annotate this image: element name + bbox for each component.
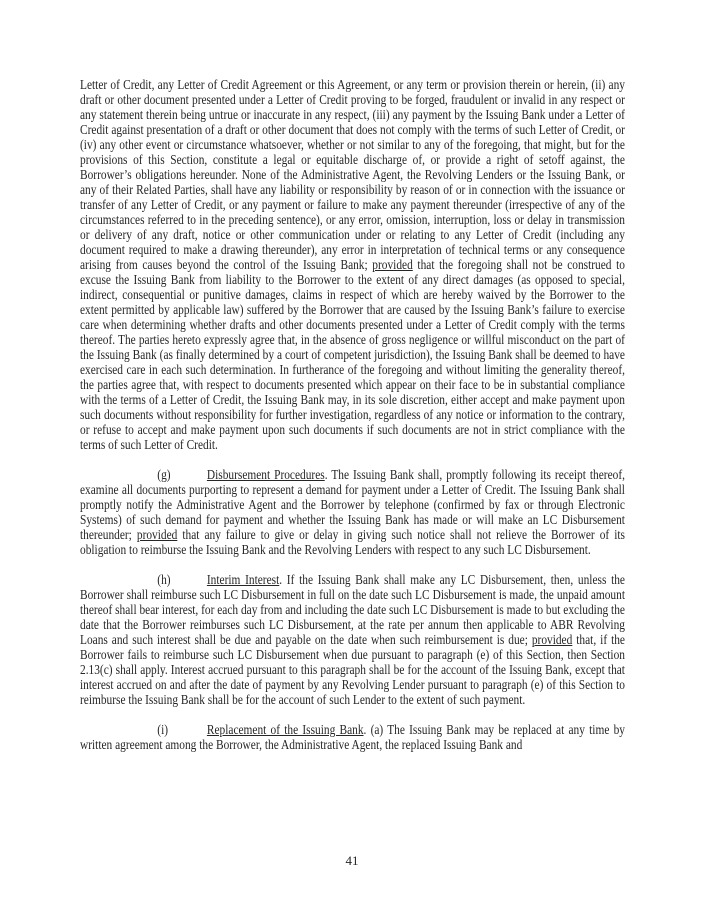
paragraph-text: . If the Issuing Bank shall make any LC Disbursement, then, unless the Borrower shall reimburse such LC Disbursement in full on the date such LC Disbursement is made, the unpaid amount thereof shall bear interest, for each day from and including the date such LC Disbursement is made to but excluding the date that the Borrower reimburses such LC Disbursement, at the rate per annum then applicable to ABR Revolving Loans and such interest shall be due and payable on the date when such reimbursement is due;	[80, 573, 625, 648]
text-block	[80, 78, 625, 753]
paragraph-label: (g)	[157, 468, 171, 483]
underlined-term: provided	[372, 258, 413, 273]
underlined-term: provided	[136, 528, 178, 543]
underlined-term: provided	[531, 633, 573, 648]
paragraph-label: (i)	[157, 723, 169, 738]
continuation-paragraph	[80, 78, 625, 453]
paragraph-text: . (a) The Issuing Bank may be replaced at any time by written agreement among the Borrower, the Administrative Agent, the replaced Issuing Bank and	[80, 723, 625, 753]
underlined-term: Interim Interest	[206, 573, 280, 588]
paragraph-text: that any failure to give or delay in giving such notice shall not relieve the Borrower of its obligation to reimburse the Issuing Bank and the Revolving Lenders with respect to any such LC Disbursement.	[80, 528, 625, 558]
paragraph-text: . The Issuing Bank shall, promptly following its receipt thereof, examine all documents purporting to represent a demand for payment under a Letter of Credit. The Issuing Bank shall promptly notify the Administrative Agent and the Borrower by telephone (confirmed by fax or through Electronic Systems) of such demand for payment and whether the Issuing Bank has made or will make an LC Disbursement thereunder;	[80, 468, 625, 543]
paragraph-text: Letter of Credit, any Letter of Credit Agreement or this Agreement, or any term or provision therein or herein, (ii) any draft or other document presented under a Letter of Credit proving to be forged, fraudulent or invalid in any respect or any statement therein being untrue or inaccurate in any respect, (iii) any payment by the Issuing Bank under a Letter of Credit against presentation of a draft or other document that does not comply with the terms of such Letter of Credit, or (iv) any other event or circumstance whatsoever, whether or not similar to any of the foregoing, that might, but for the provisions of this Section, constitute a legal or equitable discharge of, or provide a right of setoff against, the Borrower’s obligations hereunder. None of the Administrative Agent, the Revolving Lenders or the Issuing Bank, or any of their Related Parties, shall have any liability or responsibility by reason of or in connection with the issuance or transfer of any Letter of Credit, or any payment or failure to make any payment thereunder (irrespective of any of the circumstances referred to in the preceding sentence), or any error, omission, interruption, loss or delay in transmission or delivery of any draft, notice or other communication under or relating to any Letter of Credit (including any document required to make a drawing thereunder), any error in interpretation of technical terms or any consequence arising from causes beyond the control of the Issuing Bank;	[80, 78, 625, 273]
paragraph-text: that the foregoing shall not be construed to excuse the Issuing Bank from liability to the Borrower to the extent of any direct damages (as opposed to special, indirect, consequential or punitive damages, claims in respect of which are hereby waived by the Borrower to the extent permitted by applicable law) suffered by the Borrower that are caused by the Issuing Bank’s failure to exercise care when determining whether drafts and other documents presented under a Letter of Credit comply with the terms thereof. The parties hereto expressly agree that, in the absence of gross negligence or willful misconduct on the part of the Issuing Bank (as finally determined by a court of competent jurisdiction), the Issuing Bank shall be deemed to have exercised care in each such determination. In furtherance of the foregoing and without limiting the generality thereof, the parties agree that, with respect to documents presented which appear on their face to be in substantial compliance with the terms of a Letter of Credit, the Issuing Bank may, in its sole discretion, either accept and make payment upon such documents without responsibility for further investigation, regardless of any notice or information to the contrary, or refuse to accept and make payment upon such documents if such documents are not in strict compliance with the terms of such Letter of Credit.	[80, 258, 625, 453]
paragraph-i-replacement-of-the-issuing-bank	[80, 723, 625, 753]
paragraph-g-disbursement-procedures	[80, 468, 625, 558]
paragraph-h-interim-interest	[80, 573, 625, 708]
underlined-term: Replacement of the Issuing Bank	[206, 723, 364, 738]
page-number: 41	[345, 853, 359, 868]
underlined-term: Disbursement Procedures	[206, 468, 325, 483]
paragraph-label: (h)	[157, 573, 171, 588]
paragraph-text: that, if the Borrower fails to reimburse such LC Disbursement when due pursuant to paragraph (e) of this Section, then Section 2.13(c) shall apply. Interest accrued pursuant to this paragraph shall be for the account of the Issuing Bank, except that interest accrued on and after the date of payment by any Revolving Lender pursuant to paragraph (e) of this Section to reimburse the Issuing Bank shall be for the account of such Lender to the extent of such payment.	[80, 633, 625, 708]
